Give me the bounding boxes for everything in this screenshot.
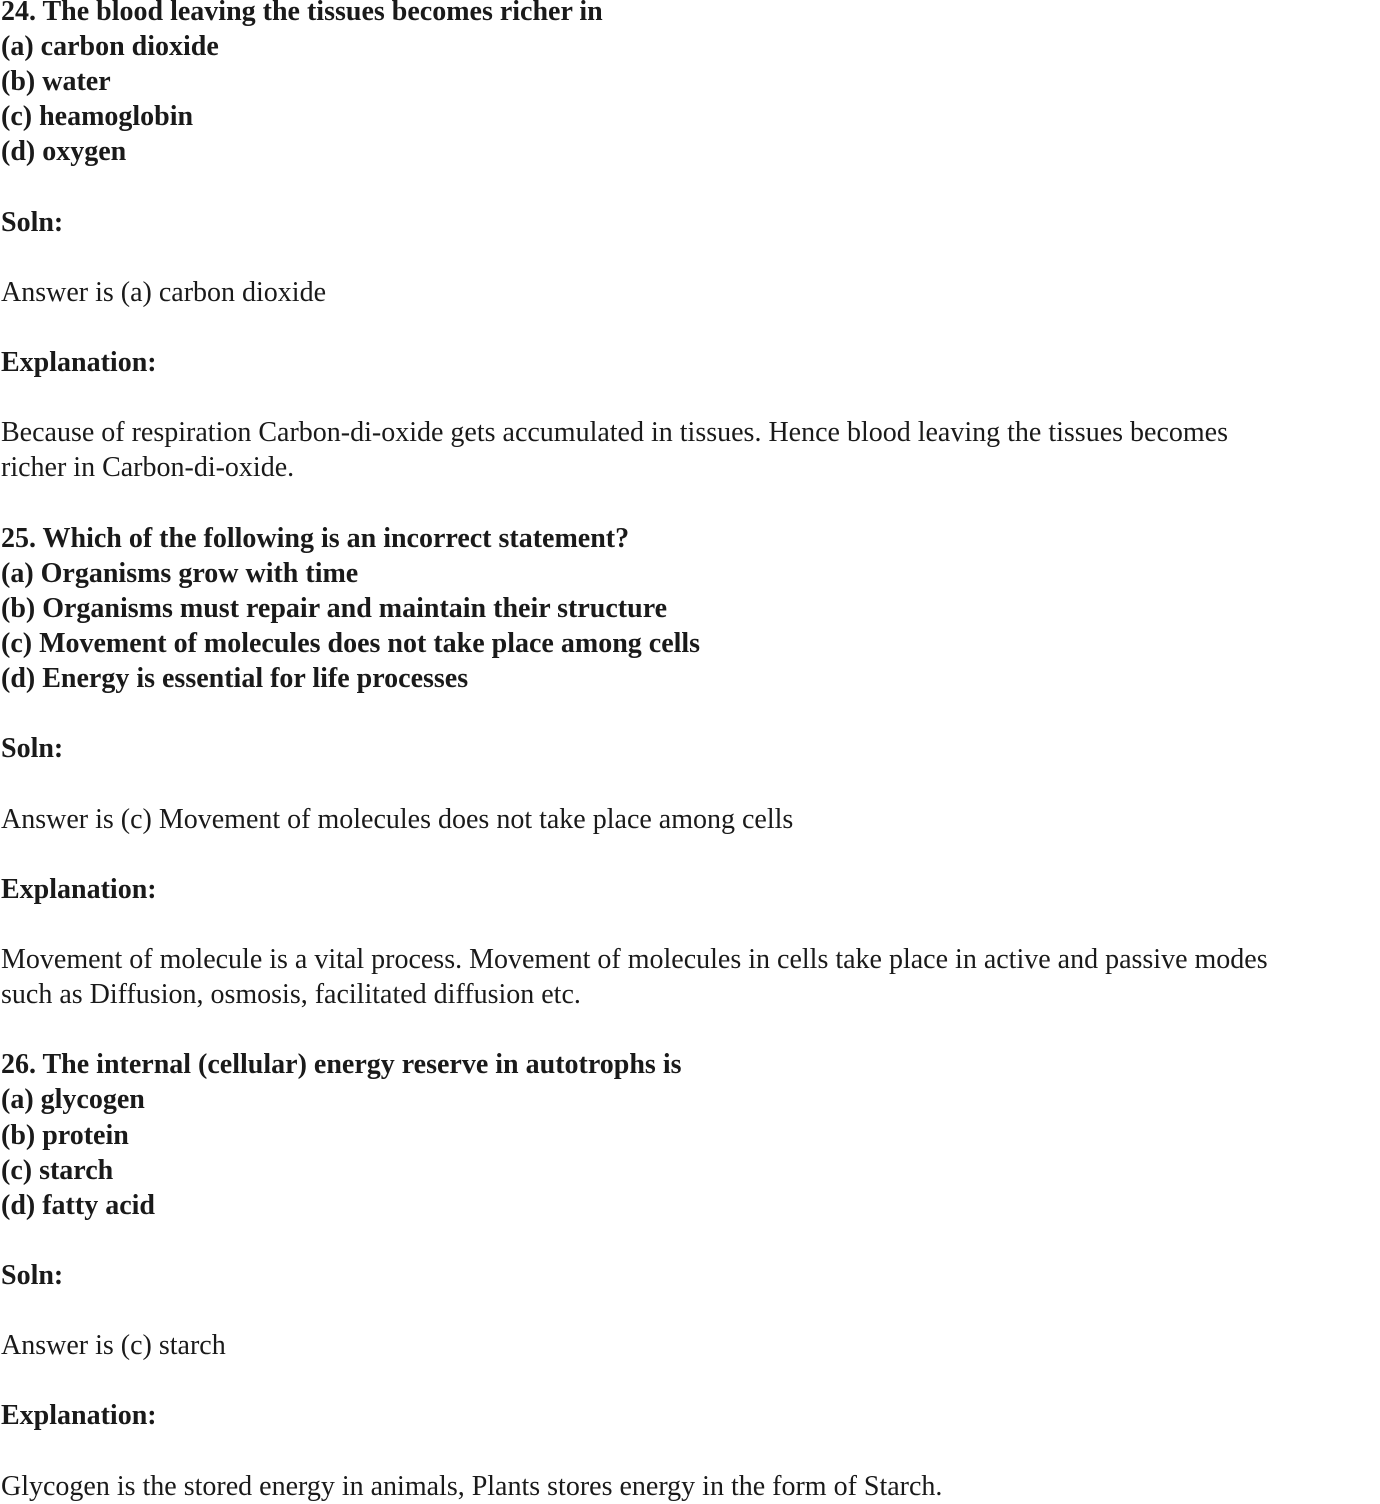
option-b: (b) protein <box>1 1119 129 1151</box>
option-b: (b) water <box>1 66 111 98</box>
explanation-label: Explanation: <box>1 873 157 905</box>
option-d: (d) Energy is essential for life processes <box>1 663 469 695</box>
explanation-label: Explanation: <box>1 1400 157 1432</box>
explanation-line: Because of respiration Carbon-di-oxide gets accumulated in tissues. Hence blood leaving the tissues becomes <box>1 417 1228 449</box>
option-c: (c) heamoglobin <box>1 101 194 133</box>
option-a: (a) glycogen <box>1 1084 145 1116</box>
explanation-line: richer in Carbon-di-oxide. <box>1 452 295 484</box>
soln-label: Soln: <box>1 206 64 238</box>
explanation-label: Explanation: <box>1 347 157 379</box>
option-c: (c) Movement of molecules does not take place among cells <box>1 627 701 659</box>
explanation-line: Glycogen is the stored energy in animals, Plants stores energy in the form of Starch. <box>1 1470 943 1502</box>
option-b: (b) Organisms must repair and maintain their structure <box>1 592 668 624</box>
question-24-title: 24. The blood leaving the tissues becomes richer in <box>1 0 603 27</box>
option-a: (a) Organisms grow with time <box>1 557 359 589</box>
answer-text: Answer is (c) starch <box>1 1330 226 1362</box>
option-d: (d) oxygen <box>1 136 127 168</box>
explanation-line: Movement of molecule is a vital process. Movement of molecules in cells take place in active and passive modes <box>1 943 1268 975</box>
soln-label: Soln: <box>1 1259 64 1291</box>
question-25-title: 25. Which of the following is an incorrect statement? <box>1 522 630 554</box>
explanation-line: such as Diffusion, osmosis, facilitated diffusion etc. <box>1 979 581 1011</box>
option-a: (a) carbon dioxide <box>1 31 219 63</box>
document-page <box>1 0 1268 1504</box>
question-26-title: 26. The internal (cellular) energy reserve in autotrophs is <box>1 1049 682 1081</box>
option-d: (d) fatty acid <box>1 1189 155 1221</box>
answer-text: Answer is (c) Movement of molecules does not take place among cells <box>1 803 794 835</box>
soln-label: Soln: <box>1 733 64 765</box>
answer-text: Answer is (a) carbon dioxide <box>1 276 327 308</box>
option-c: (c) starch <box>1 1154 114 1186</box>
